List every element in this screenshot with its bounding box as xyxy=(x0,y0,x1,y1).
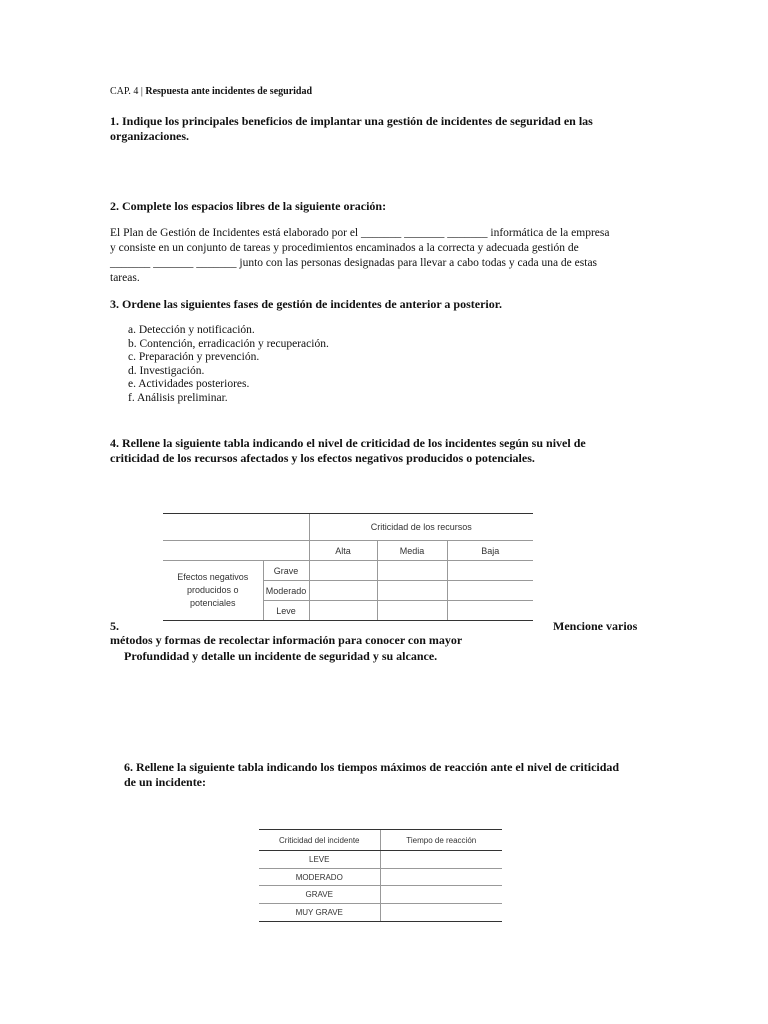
question-2-line-3: _______ _______ _______ junto con las personas designadas para llevar a cabo todas y cada una de estas xyxy=(110,257,598,269)
table-cell[interactable] xyxy=(377,561,447,581)
question-1-line-1: 1. Indique los principales beneficios de implantar una gestión de incidentes de seguridad en las xyxy=(110,114,593,128)
question-2-paragraph xyxy=(110,226,609,286)
chapter-header xyxy=(110,86,312,97)
question-5-line-1: Mencione varios xyxy=(553,619,638,633)
column-header-baja: Baja xyxy=(447,541,533,561)
row-group-label-line: Efectos negativos xyxy=(177,572,249,582)
table-cell[interactable] xyxy=(377,601,447,621)
table-cell[interactable] xyxy=(377,581,447,601)
table-cell[interactable] xyxy=(380,851,502,869)
table-row xyxy=(259,869,502,886)
row-label-leve: LEVE xyxy=(259,851,380,869)
column-header-media: Media xyxy=(377,541,447,561)
question-6 xyxy=(124,760,619,790)
column-header-reaction-time: Tiempo de reacción xyxy=(380,830,502,851)
row-label-moderado: MODERADO xyxy=(259,869,380,886)
list-item: b. Contención, erradicación y recuperación. xyxy=(128,337,329,350)
row-label-grave: Grave xyxy=(263,561,309,581)
question-3-title: 3. Ordene las siguientes fases de gestión de incidentes de anterior a posterior. xyxy=(110,297,502,311)
table-subheader-row xyxy=(163,541,533,561)
column-header-alta: Alta xyxy=(309,541,377,561)
row-label-leve: Leve xyxy=(263,601,309,621)
table-row xyxy=(163,561,533,581)
question-2-line-4: tareas. xyxy=(110,272,140,284)
reaction-time-table xyxy=(259,829,502,922)
table-header-row xyxy=(163,514,533,541)
row-group-label-line: potenciales xyxy=(189,598,236,608)
table-row xyxy=(259,851,502,869)
list-item: f. Análisis preliminar. xyxy=(128,391,228,404)
table-cell[interactable] xyxy=(447,561,533,581)
table-row xyxy=(259,904,502,922)
list-item: d. Investigación. xyxy=(128,364,205,377)
row-label-moderado: Moderado xyxy=(263,581,309,601)
list-item: c. Preparación y prevención. xyxy=(128,351,260,363)
table-cell[interactable] xyxy=(447,581,533,601)
row-label-grave: GRAVE xyxy=(259,886,380,904)
chapter-label: CAP. 4 | xyxy=(110,86,143,97)
question-1 xyxy=(110,114,593,144)
question-4-line-1: 4. Rellene la siguiente tabla indicando el nivel de criticidad de los incidentes según su nivel de xyxy=(110,436,586,450)
question-2-line-1: El Plan de Gestión de Incidentes está elaborado por el _______ _______ _______ informática de la empresa xyxy=(110,227,610,239)
table-header-row xyxy=(259,830,502,851)
question-6-line-2: de un incidente: xyxy=(124,775,207,789)
row-label-muy-grave: MUY GRAVE xyxy=(259,904,380,922)
table-cell[interactable] xyxy=(380,869,502,886)
table-cell[interactable] xyxy=(309,561,377,581)
question-2-title: 2. Complete los espacios libres de la siguiente oración: xyxy=(110,199,387,213)
question-5-line-3: Profundidad y detalle un incidente de seguridad y su alcance. xyxy=(124,649,438,663)
question-4-line-2: criticidad de los recursos afectados y los efectos negativos producidos o potenciales. xyxy=(110,451,535,465)
question-5-number: 5. xyxy=(110,619,119,633)
table-cell[interactable] xyxy=(309,581,377,601)
criticality-table xyxy=(163,513,533,621)
question-1-line-2: organizaciones. xyxy=(110,129,189,143)
question-2-line-2: y consiste en un conjunto de tareas y procedimientos encaminados a la correcta y adecuada gestión de xyxy=(110,242,579,254)
resources-criticality-header: Criticidad de los recursos xyxy=(309,514,533,541)
question-4 xyxy=(110,436,586,466)
column-header-criticality: Criticidad del incidente xyxy=(259,830,380,851)
question-5-line-2: métodos y formas de recolectar información para conocer con mayor xyxy=(110,633,463,647)
table-cell[interactable] xyxy=(309,601,377,621)
table-cell[interactable] xyxy=(380,904,502,922)
phase-list xyxy=(128,324,329,405)
table-row xyxy=(259,886,502,904)
row-group-label-line: producidos o xyxy=(186,585,239,595)
table-cell[interactable] xyxy=(447,601,533,621)
table-cell[interactable] xyxy=(380,886,502,904)
chapter-title: Respuesta ante incidentes de seguridad xyxy=(145,86,313,97)
question-6-line-1: 6. Rellene la siguiente tabla indicando los tiempos máximos de reacción ante el nivel de criticidad xyxy=(124,760,620,774)
list-item: a. Detección y notificación. xyxy=(128,324,255,336)
list-item: e. Actividades posteriores. xyxy=(128,378,250,390)
negative-effects-label xyxy=(163,561,263,621)
